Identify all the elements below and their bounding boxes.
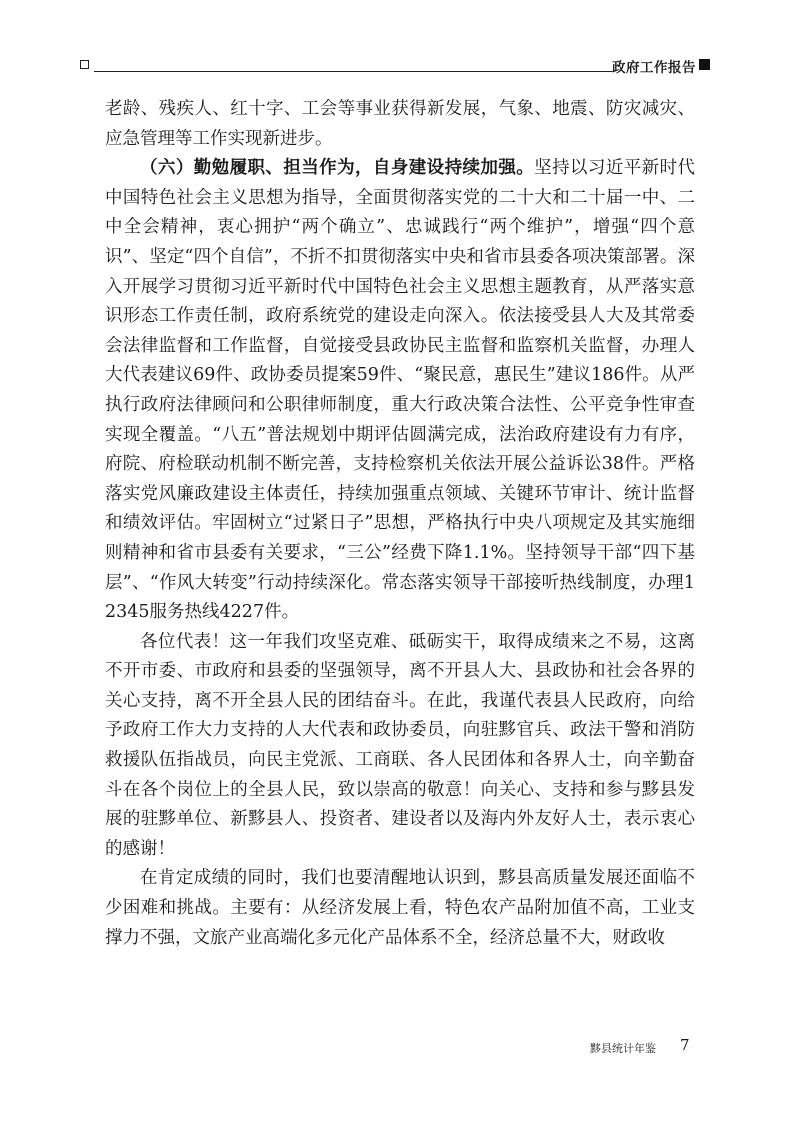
header-square-filled-icon (699, 59, 710, 70)
section-body: 坚持以习近平新时代中国特色社会主义思想为指导，全面贯彻落实党的二十大和二十届一中、二中全会精神，衷心拥护“两个确立”、忠诚践行“两个维护”，增强“四个意识”、坚定“四个自信”，不折不扣贯彻落实中央和省市县委各项决策部署。深入开展学习贯彻习近平新时代中国特色社会主义思想主题教育，从严落实意识形态工作责任制，政府系统党的建设走向深入。依法接受县人大及其常委会法律监督和工作监督，自觉接受县政协民主监督和监察机关监督，办理人大代表建议69件、政协委员提案59件、“聚民意，惠民生”建议186件。从严执行政府法律顾问和公职律师制度，重大行政决策合法性、公平竞争性审查实现全覆盖。“八五”普法规划中期评估圆满完成，法治政府建设有力有序，府院、府检联动机制不断完善，支持检察机关依法开展公益诉讼38件。严格落实党风廉政建设主体责任，持续加强重点领域、关键环节审计、统计监督和绩效评估。牢固树立“过紧日子”思想，严格执行中央八项规定及其实施细则精神和省市县委有关要求，“三公”经费下降1.1%。坚持领导干部“四下基层”、“作风大转变”行动持续深化。常态落实领导干部接听热线制度，办理12345服务热线4227件。 (105, 158, 696, 623)
page-number: 7 (680, 1036, 690, 1054)
paragraph-thanks: 各位代表！这一年我们攻坚克难、砥砺实干，取得成绩来之不易，这离不开市委、市政府和县委的坚强领导，离不开县人大、县政协和社会各界的关心支持，离不开全县人民的团结奋斗。在此，我谨代表县人民政府，向给予政府工作大力支持的人大代表和政协委员，向驻黟官兵、政法干警和消防救援队伍指战员，向民主党派、工商联、各人民团体和各界人士，向辛勤奋斗在各个岗位上的全县人民，致以崇高的敬意！向关心、支持和参与黟县发展的驻黟单位、新黟县人、投资者、建设者以及海内外友好人士，表示衷心的感谢！ (105, 631, 695, 859)
header-rule (94, 71, 612, 72)
section-heading: （六）勤勉履职、担当作为，自身建设持续加强。 (140, 158, 535, 179)
header-title: 政府工作报告 (612, 60, 696, 76)
paragraph-continuation: 老龄、残疾人、红十字、工会等事业获得新发展，气象、地震、防灾减灾、应急管理等工作实现新进步。 (105, 99, 695, 149)
header-square-outline-icon (80, 60, 89, 69)
paragraph-challenges: 在肯定成绩的同时，我们也要清醒地认识到，黟县高质量发展还面临不少困难和挑战。主要有：从经济发展上看，特色农产品附加值不高，工业支撑力不强，文旅产业高端化多元化产品体系不全，经济总量不大，财政收 (105, 868, 695, 948)
footer-publication: 黟县统计年鉴 (590, 1042, 656, 1055)
report-body (105, 95, 695, 953)
paragraph-section-six (105, 154, 695, 628)
running-header (80, 56, 710, 78)
